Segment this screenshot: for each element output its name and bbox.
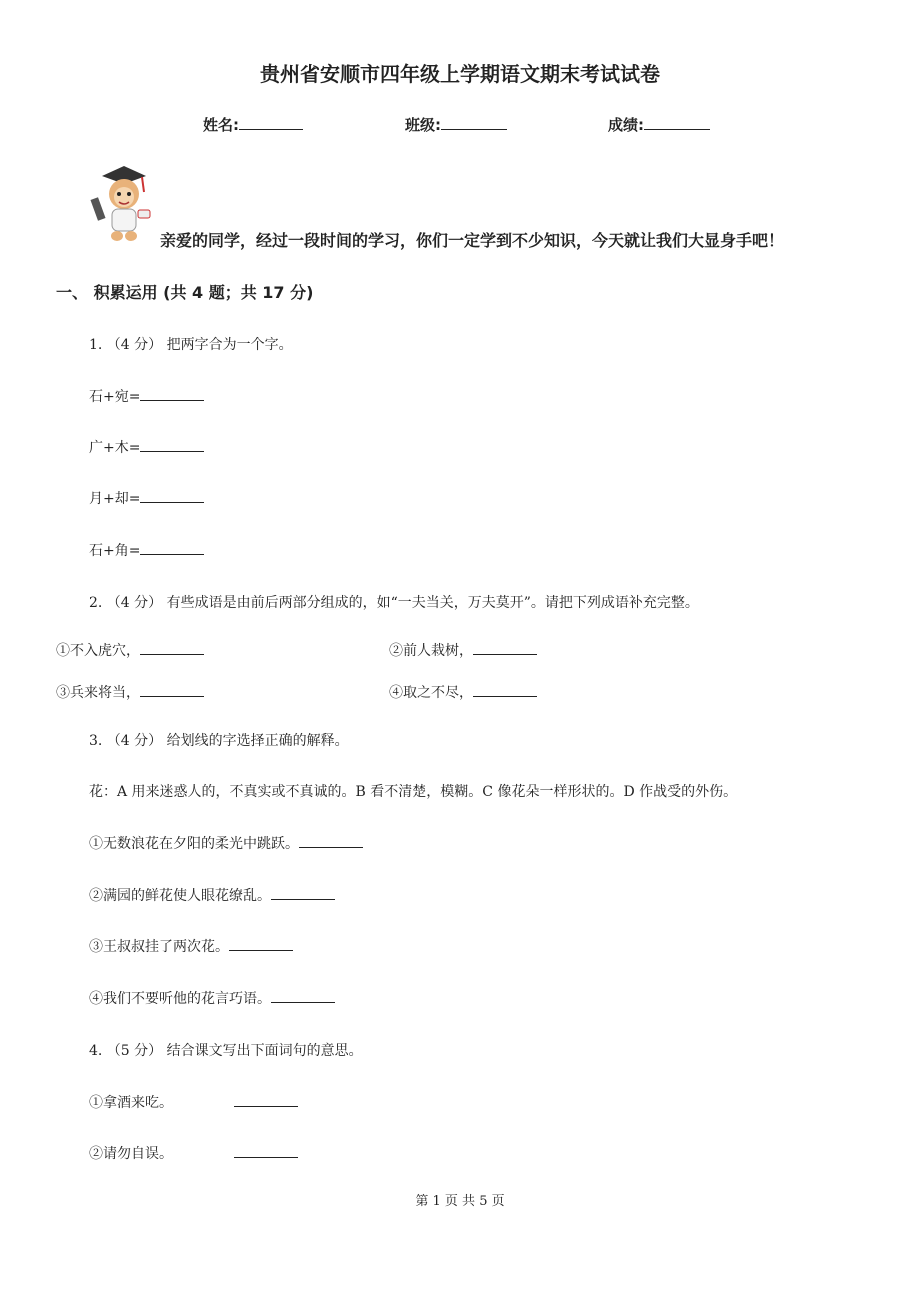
question-4-prompt: 4. （5 分） 结合课文写出下面词句的意思。 bbox=[89, 1043, 363, 1059]
score-field bbox=[608, 114, 710, 135]
question-3-prompt: 3. （4 分） 给划线的字选择正确的解释。 bbox=[89, 733, 349, 749]
q4-item-1: ①拿酒来吃。 bbox=[89, 1095, 173, 1111]
q3-answer-2[interactable] bbox=[271, 885, 335, 900]
page-footer: 第 1 页 共 5 页 bbox=[415, 1194, 505, 1209]
q4-answer-1[interactable] bbox=[234, 1092, 298, 1107]
q4-answer-2[interactable] bbox=[234, 1143, 298, 1158]
q3-definition: 花：A 用来迷惑人的，不真实或不真诚的。B 看不清楚，模糊。C 像花朵一样形状的。D 作战受的外伤。 bbox=[89, 784, 738, 800]
q2-item-3: ③兵来将当， bbox=[56, 682, 204, 702]
q3-answer-3[interactable] bbox=[229, 936, 293, 951]
q1-item-3: 月+却= bbox=[89, 488, 204, 508]
q2-answer-3[interactable] bbox=[140, 682, 204, 697]
q4-item-2: ②请勿自误。 bbox=[89, 1146, 173, 1162]
q1-answer-4[interactable] bbox=[140, 540, 204, 555]
q3-item-2: ②满园的鲜花使人眼花缭乱。 bbox=[89, 885, 335, 905]
q1-answer-2[interactable] bbox=[140, 437, 204, 452]
q1-item-2: 广+木= bbox=[89, 437, 204, 457]
q3-item-4: ④我们不要听他的花言巧语。 bbox=[89, 988, 335, 1008]
score-label: 成绩: bbox=[608, 116, 644, 134]
q2-answer-1[interactable] bbox=[140, 640, 204, 655]
q1-answer-3[interactable] bbox=[140, 488, 204, 503]
q1-item-1: 石+宛= bbox=[89, 386, 204, 406]
q2-item-2: ②前人栽树， bbox=[389, 640, 537, 660]
q2-answer-2[interactable] bbox=[473, 640, 537, 655]
q3-answer-1[interactable] bbox=[299, 833, 363, 848]
page-title: 贵州省安顺市四年级上学期语文期末考试试卷 bbox=[260, 62, 660, 86]
question-1-prompt: 1. （4 分） 把两字合为一个字。 bbox=[89, 337, 293, 353]
class-field bbox=[405, 114, 507, 135]
class-label: 班级: bbox=[405, 116, 441, 134]
question-2-prompt: 2. （4 分） 有些成语是由前后两部分组成的，如“一夫当关，万夫莫开”。请把下列成语补充完整。 bbox=[89, 595, 699, 611]
greeting-text: 亲爱的同学，经过一段时间的学习，你们一定学到不少知识，今天就让我们大显身手吧！ bbox=[160, 231, 785, 250]
section-1-heading: 一、 积累运用 (共 4 题；共 17 分) bbox=[56, 283, 314, 302]
class-blank[interactable] bbox=[441, 115, 507, 130]
name-label: 姓名: bbox=[203, 116, 239, 134]
q2-answer-4[interactable] bbox=[473, 682, 537, 697]
name-field bbox=[203, 114, 303, 135]
q3-answer-4[interactable] bbox=[271, 988, 335, 1003]
q2-item-4: ④取之不尽， bbox=[389, 682, 537, 702]
q2-item-1: ①不入虎穴， bbox=[56, 640, 204, 660]
score-blank[interactable] bbox=[644, 115, 710, 130]
q1-answer-1[interactable] bbox=[140, 386, 204, 401]
name-blank[interactable] bbox=[239, 115, 303, 130]
q3-item-1: ①无数浪花在夕阳的柔光中跳跃。 bbox=[89, 833, 363, 853]
q3-item-3: ③王叔叔挂了两次花。 bbox=[89, 936, 293, 956]
graduate-mascot-icon bbox=[84, 162, 154, 246]
q1-item-4: 石+角= bbox=[89, 540, 204, 560]
